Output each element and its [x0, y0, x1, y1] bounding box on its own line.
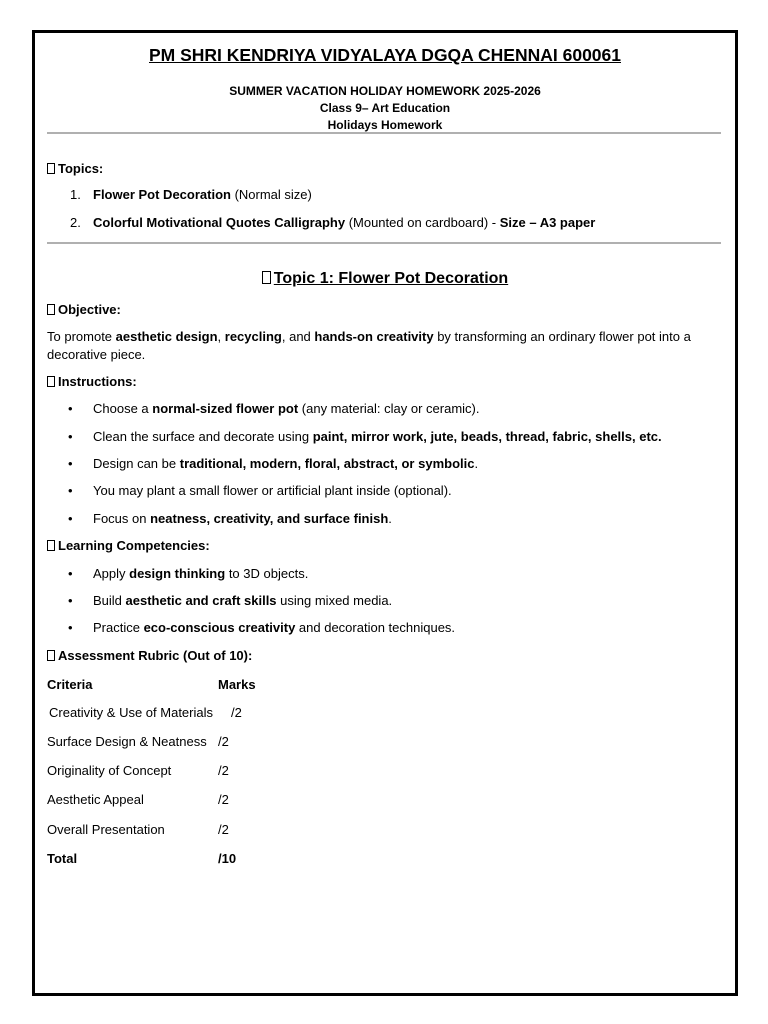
objective-icon: [47, 304, 55, 315]
bullet-dot: •: [68, 511, 73, 526]
instructions-heading: Instructions:: [47, 374, 137, 389]
rubric-total-marks: /10: [218, 851, 237, 866]
rubric-icon: [47, 650, 55, 661]
instruction-item: Design can be traditional, modern, floral, abstract, or symbolic.: [93, 456, 479, 471]
topics-icon: [47, 163, 55, 174]
rubric-criteria: Aesthetic Appeal: [47, 792, 144, 807]
rubric-total-label: Total: [47, 851, 78, 866]
instruction-item: Focus on neatness, creativity, and surface finish.: [93, 511, 392, 526]
topic1-title: Topic 1: Flower Pot Decoration: [35, 270, 735, 288]
rubric-marks: /2: [218, 822, 229, 837]
school-title-block: [35, 45, 735, 66]
competency-item: Build aesthetic and craft skills using mixed media.: [93, 593, 393, 608]
homework-subtitle: Holidays Homework: [327, 118, 443, 132]
rubric-criteria: Overall Presentation: [47, 822, 165, 837]
rubric-marks: /2: [218, 763, 229, 778]
bullet-dot: •: [68, 620, 73, 635]
rubric-marks: /2: [218, 734, 229, 749]
competency-item: Apply design thinking to 3D objects.: [93, 566, 309, 581]
competencies-icon: [47, 540, 55, 551]
rubric-heading: Assessment Rubric (Out of 10):: [47, 648, 252, 663]
topics-divider: [47, 242, 721, 244]
rubric-marks: /2: [218, 792, 229, 807]
school-title: PM SHRI KENDRIYA VIDYALAYA DGQA CHENNAI 600061: [149, 45, 621, 65]
instructions-icon: [47, 376, 55, 387]
bullet-dot: •: [68, 429, 73, 444]
bullet-dot: •: [68, 483, 73, 498]
objective-heading: Objective:: [47, 302, 121, 317]
instruction-item: Clean the surface and decorate using paint, mirror work, jute, beads, thread, fabric, shells, etc.: [93, 429, 662, 444]
topic1-title-block: [35, 270, 735, 288]
competencies-heading: Learning Competencies:: [47, 538, 210, 553]
topic-item: Flower Pot Decoration (Normal size): [93, 187, 312, 202]
header-divider: [47, 132, 721, 134]
rubric-col-marks: Marks: [218, 677, 256, 692]
objective-text: To promote aesthetic design, recycling, and hands-on creativity by transforming an ordinary flower pot into a decorative piece.: [47, 329, 691, 362]
rubric-marks: /2: [231, 705, 242, 720]
bullet-dot: •: [68, 401, 73, 416]
rubric-criteria: Originality of Concept: [47, 763, 172, 778]
rubric-criteria: Creativity & Use of Materials: [49, 705, 213, 720]
topic1-icon: [262, 271, 271, 284]
bullet-dot: •: [68, 566, 73, 581]
bullet-dot: •: [68, 593, 73, 608]
bullet-dot: •: [68, 456, 73, 471]
rubric-col-criteria: Criteria: [47, 677, 93, 692]
competency-item: Practice eco-conscious creativity and decoration techniques.: [93, 620, 456, 635]
topics-heading: Topics:: [47, 161, 103, 176]
class-subject: Class 9– Art Education: [319, 101, 451, 115]
topic-number: 2.: [70, 215, 81, 230]
instruction-item: Choose a normal-sized flower pot (any material: clay or ceramic).: [93, 401, 480, 416]
homework-title: SUMMER VACATION HOLIDAY HOMEWORK 2025-2026: [229, 84, 541, 98]
instruction-item: You may plant a small flower or artificial plant inside (optional).: [93, 483, 452, 498]
rubric-criteria: Surface Design & Neatness: [47, 734, 207, 749]
topic-item: Colorful Motivational Quotes Calligraphy (Mounted on cardboard) - Size – A3 paper: [93, 215, 596, 230]
topic-number: 1.: [70, 187, 81, 202]
